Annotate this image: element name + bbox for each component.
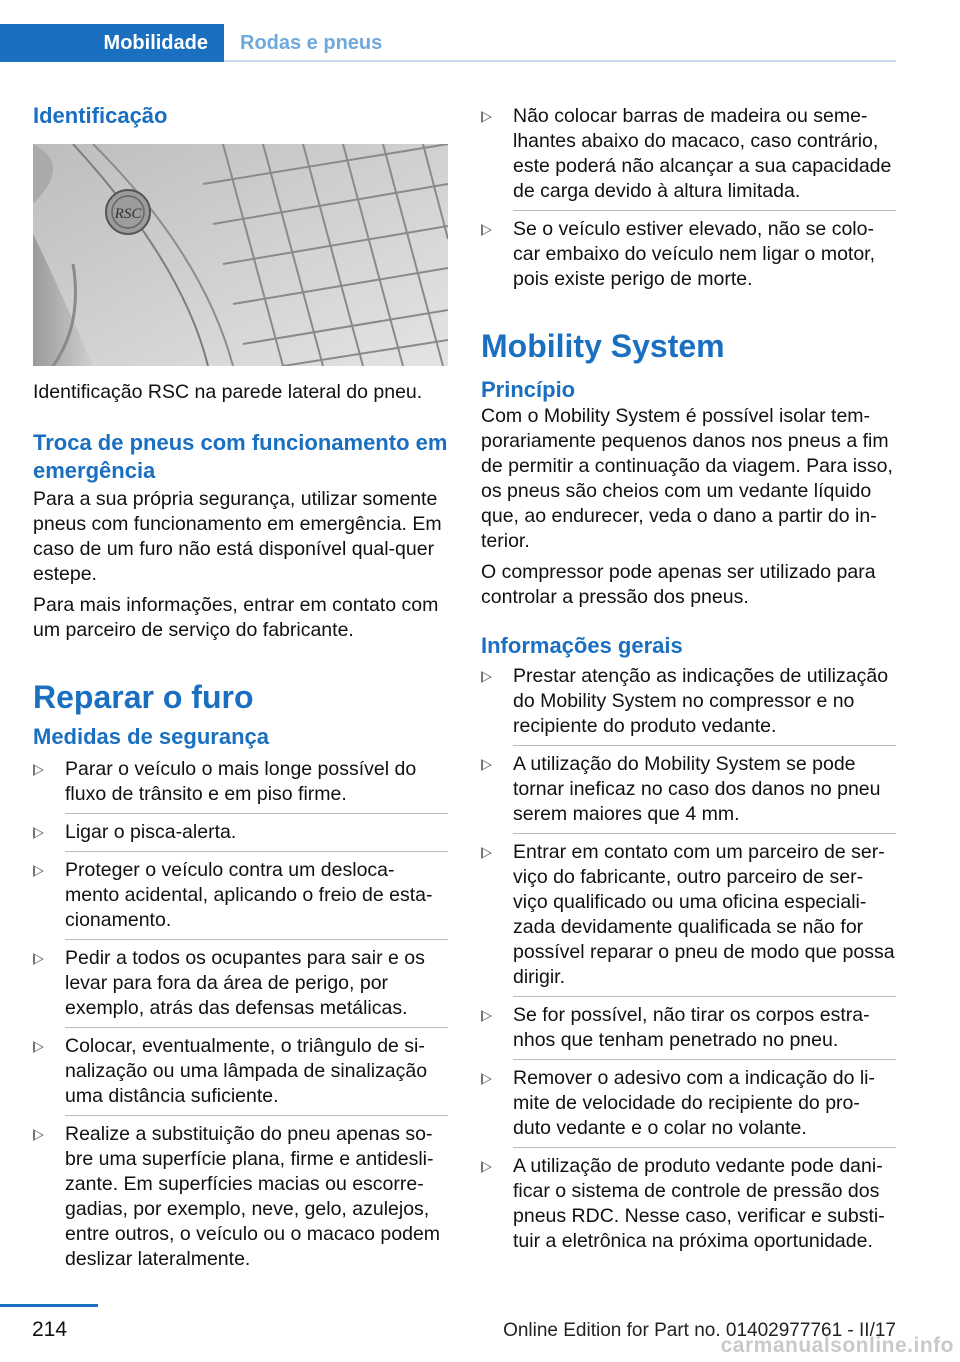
troca-paragraph-2: Para mais informações, entrar em contato com um parceiro de serviço do fabricante.: [33, 594, 439, 641]
bullet-triangle-icon: [481, 671, 492, 683]
bullet-triangle-icon: [481, 1161, 492, 1173]
tab-mobilidade[interactable]: Mobilidade: [0, 24, 224, 62]
bullet-triangle-icon: [33, 865, 44, 877]
list-item: Entrar em contato com um parceiro de ser‐viço do fabricante, outro parceiro de ser‐viço qualificado ou uma oficina especiali‐zada devidamente qualificada se não for possível reparar o pneu de modo que possa dirigir.: [481, 840, 896, 997]
list-item: Proteger o veículo contra um desloca‐mento acidental, aplicando o freio de esta‐cionamento.: [33, 858, 448, 940]
identificacao-heading: Identificação: [33, 103, 168, 128]
edition-text: Online Edition for Part no. 01402977761 - II/17: [503, 1320, 896, 1341]
list-item: Colocar, eventualmente, o triângulo de si‐nalização ou uma lâmpada de sinalização uma distância suficiente.: [33, 1034, 448, 1116]
tire-sidewall-image: [33, 144, 448, 366]
mobility-system-heading: Mobility System: [481, 328, 725, 364]
bullet-triangle-icon: [481, 1010, 492, 1022]
list-item: Se o veículo estiver elevado, não se colo‐car embaixo do veículo nem ligar o motor, pois existe perigo de morte.: [481, 217, 896, 292]
image-caption: Identificação RSC na parede lateral do pneu.: [33, 381, 423, 403]
rsc-logo-text: RSC: [114, 206, 142, 222]
medidas-heading: Medidas de segurança: [33, 724, 269, 749]
watermark: carmanualsonline.info: [720, 1334, 954, 1357]
list-item: Se for possível, não tirar os corpos estra‐nhos que tenham penetrado no pneu.: [481, 1003, 896, 1060]
list-item: Remover o adesivo com a indicação do li‐mite de velocidade do recipiente do pro‐duto vedante e o colar no volante.: [481, 1066, 896, 1148]
top-list: [481, 104, 896, 292]
bullet-triangle-icon: [481, 1073, 492, 1085]
list-item: A utilização do Mobility System se pode tornar ineficaz no caso dos danos no pneu serem maiores que 4 mm.: [481, 752, 896, 834]
list-item: Ligar o pisca-alerta.: [33, 820, 448, 852]
header-divider: [224, 60, 896, 62]
bullet-triangle-icon: [481, 847, 492, 859]
left-column: [33, 96, 448, 1272]
medidas-list: [33, 757, 448, 1272]
list-item: Prestar atenção as indicações de utilização do Mobility System no compressor e no recipiente do produto vedante.: [481, 664, 896, 746]
tab-rodas-e-pneus[interactable]: Rodas e pneus: [240, 32, 383, 54]
footer-accent-line: [0, 1304, 98, 1307]
reparar-heading: Reparar o furo: [33, 679, 254, 715]
right-column: [481, 96, 896, 1254]
troca-heading: Troca de pneus com funcionamento em emergência: [33, 430, 448, 483]
list-item: Realize a substituição do pneu apenas so‐bre uma superfície plana, firme e antidesli‐zante. Em superfícies macias ou escorre‐gadias, por exemplo, neve, gelo, azulejos, entre outros, o veículo ou o macaco podem deslizar lateralmente.: [33, 1122, 448, 1272]
principio-paragraph-2: O compressor pode apenas ser utilizado para controlar a pressão dos pneus.: [481, 561, 876, 608]
bullet-triangle-icon: [33, 1041, 44, 1053]
page-number: 214: [32, 1318, 68, 1341]
bullet-triangle-icon: [33, 953, 44, 965]
bullet-triangle-icon: [33, 764, 44, 776]
bullet-triangle-icon: [481, 111, 492, 123]
bullet-triangle-icon: [33, 827, 44, 839]
informacoes-heading: Informações gerais: [481, 633, 683, 658]
principio-paragraph-1: Com o Mobility System é possível isolar tem‐porariamente pequenos danos nos pneus a fim de permitir a continuação da viagem. Para isso, os pneus são cheios com um vedante líquido que, ao endurecer, veda o dano a partir do in‐terior.: [481, 405, 893, 552]
page-header: [0, 0, 960, 62]
list-item: Pedir a todos os ocupantes para sair e os levar para fora da área de perigo, por exemplo, atrás das defensas metálicas.: [33, 946, 448, 1028]
list-item: Parar o veículo o mais longe possível do fluxo de trânsito e em piso firme.: [33, 757, 448, 814]
bullet-triangle-icon: [481, 759, 492, 771]
list-item: A utilização de produto vedante pode dani‐ficar o sistema de controle de pressão dos pneus RDC. Nesse caso, verificar e substi‐tuir a eletrônica na próxima oportunidade.: [481, 1154, 896, 1254]
list-item: Não colocar barras de madeira ou seme‐lhantes abaixo do macaco, caso contrário, este poderá não alcançar a sua capacidade de carga devido à altura limitada.: [481, 104, 896, 211]
troca-paragraph-1: Para a sua própria segurança, utilizar somente pneus com funcionamento em emergência. Em caso de um furo não está disponível qual‐quer estepe.: [33, 488, 442, 585]
info-list: [481, 664, 896, 1254]
bullet-triangle-icon: [481, 224, 492, 236]
bullet-triangle-icon: [33, 1129, 44, 1141]
principio-heading: Princípio: [481, 377, 576, 402]
